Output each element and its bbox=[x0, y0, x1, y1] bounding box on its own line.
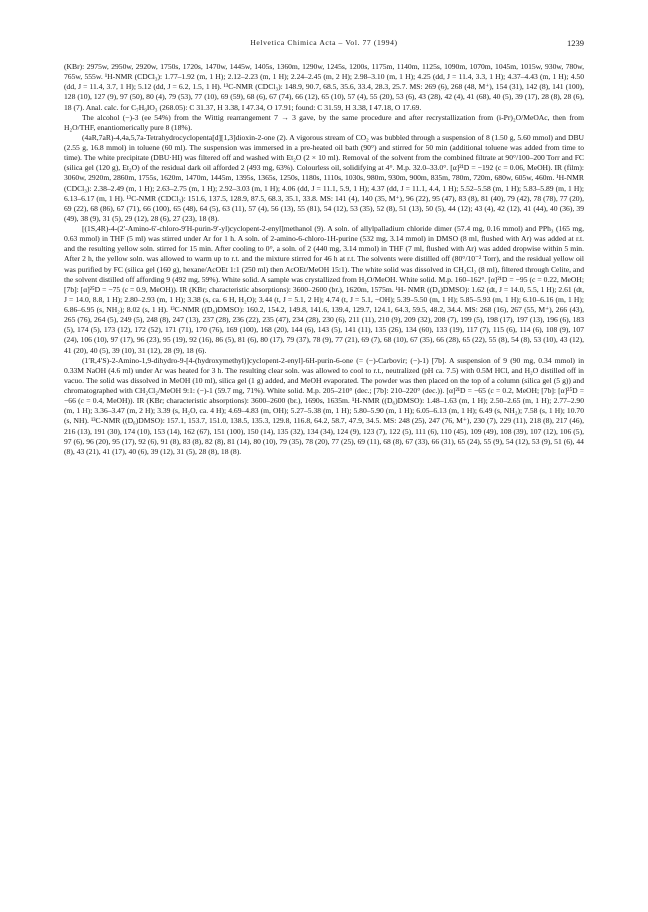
text-line: mg, 63%). Colourless oil, solidifying at 4°. M.p. 32.0–33.0°. [α]²¹D = −192 (c = 0.06, MeOH). IR (film): 3060w, bbox=[64, 163, 584, 183]
text-line: (12), 65 (10), 57 (4), 55 (20), 53 (6), 43 (28), 42 (4), 41 (68), 40 (5), 39 (17), 28 (8), 28 (6), 18 (7). Anal. calc. for bbox=[64, 92, 584, 112]
text-line: purified by FC (silica gel (160 g), hexane/AcOEt 1:1 (250 ml) then AcOEt/MeOH 15:1). The white solid was bbox=[77, 264, 413, 274]
text-line: 6.86–6.95 (s, NH₂); 8.02 (s, 1 H). ¹³C-NMR ((D₆)DMSO): 160.2, 154.2, 149.8, 141.6, 139.4, 129.7, 124.1, 64.3, 59.5, bbox=[64, 305, 428, 314]
text-line: H₂O); 3.44 (t, J = 5.1, 2 H); 4.74 (t, J = 5.1, −OH); 5.39–5.50 (m, 1 H); 5.85–5.93 (m, 1 H); 6.10–6.16 (m, 1 H); bbox=[238, 294, 584, 304]
text-line: 18 (8). bbox=[198, 213, 220, 223]
text-line: NMR ((D₆)DMSO): 1.62 (dt, J = 14.0, 5.5, 1 H); 2.61 (dt, J = 14.0, 8.8, 1 H); 2.80–2.93 (m, 1 H); 3.38 (s, ca. 6 H, bbox=[64, 284, 585, 304]
text-line: soln. of 2-amino-6-chloro-1H-purine (532 mg, 3.14 mmol) in DMSO (8 ml, flushed with Ar) was added at r.t. and bbox=[64, 234, 584, 254]
text-line: (c = 0.4, MeOH)). IR (KBr; characteristic absorptions): 3600–2600 (br.), 1690s, 1635m. ¹H-NMR ((D₆)DMSO): bbox=[78, 396, 425, 406]
text-line: the resulting yellow soln. stirred for 15 min. After cooling to 0°, a soln. of 2 (440 mg, 3.14 mmol) in THF (7 ml, bbox=[77, 244, 424, 254]
text-line: (1′R,4′S)-2-Amino-1,9-dihydro-9-[4-(hydroxymethyl)]cyclopent-2-enyl]-6H-purin-6-one (= (−)-Carbovir; bbox=[82, 355, 408, 365]
text-line: immersed in a pre-heated oil bath (90°) and stirred for 50 min (additional toluene was added from time to time). bbox=[64, 143, 584, 163]
text-line: dissolved in CH₂Cl₂ (8 ml), filtered through Celite, and the solvent distilled off affording 9 (492 mg, 59%). White bbox=[64, 264, 584, 284]
text-line: (KBr): 2975w, 2950w, 2920w, 1750s, 1720s, 1470w, 1445w, 1405s, 1360m, 1290w, 1245s, 1200s, 1175m, 1140m, bbox=[64, 62, 420, 71]
text-line: (47), 234 (28), 230 (6), 211 (11), 210 (9), 209 (32), 208 (7), 199 (5), 198 (17), 197 (13), 196 (6), 183 (5), 174 (5), 173 (12), bbox=[64, 315, 585, 335]
paragraph bbox=[64, 62, 584, 113]
text-line: the combined filtrate at 90°/100–200 Torr and FC (silica gel (120 g), Et₂O) of the residual dark oil afforded 2 (493 bbox=[64, 153, 584, 173]
text-line: solid. A sample was crystallized from H₂O/MeOH. White solid. M.p. 160–162°. [α]²¹D = −95 (c = 0.22, MeOH; bbox=[242, 274, 584, 284]
text-line: ¹³C-NMR (CDCl₃): 151.6, 137.5, 128.9, 87.5, 68.3, 35.1, 33.8. MS: 141 (4), 140 (35, M⁺), 96 (22), 95 (47), 83 (8), 81 bbox=[126, 193, 489, 203]
paragraph bbox=[64, 113, 584, 133]
text-line: chloride dimer (57.4 mg, 0.16 mmol) and PPh₃ (165 mg, 0.63 mmol) in THF (5 ml) was stirred under Ar for 1 h. A bbox=[64, 224, 584, 244]
article-body bbox=[64, 62, 584, 457]
text-line: 3.7, 1 H); 5.12 (dd, J = 6.2, 1.5, 1 H). ¹³C-NMR (CDCl₃): 148.9, 90.7, 68.5, 35.6, 33.4, 28.3, 25.7. MS: 269 (6), 268 bbox=[106, 82, 463, 92]
text-line: 134 (34), 124 (9), 123 (7), 122 (5), 111 (6), 110 (45), 109 (49), 108 (39), 107 (12), 106 (5), 97 (6), 96 (20), 95 (17), 92 (6), bbox=[64, 426, 584, 446]
text-line: 48.2, 34.4. MS: 268 (16), 267 (55, M⁺), 266 (43), 265 (76), 264 (5), 249 (5), 248 (8), 247 (13), 237 (28), 236 (22), 235 bbox=[64, 305, 584, 325]
running-header bbox=[64, 38, 584, 52]
text-line: (m, 1 H); 2.24–2.45 (m, 2 H); 2.98–3.10 (m, 1 H); 4.25 (dd, J = 11.4, 3.3, 1 H); 4.37–4.43 (m, 1 H); 4.50 (dd, J = 11.4, bbox=[64, 72, 584, 92]
text-line: (dd, J = 11.1, 5.9, 1 H); 4.37 (dd, J = 11.1, 4.4, 1 H); 5.52–5.58 (m, 1 H); 5.83–5.89 (m, 1 H); 6.13–6.17 (m, 1 H). bbox=[64, 183, 584, 203]
page-number: 1239 bbox=[567, 38, 584, 48]
text-line: ¹³C-NMR ((D₆)DMSO): 157.1, 153.7, 151.0, 138.5, 135.3, 129.8, 116.8, 64.2, 58.7, 47.9, 34.5. MS: 248 (25), 247 (76, bbox=[90, 416, 455, 426]
text-line: the mixture stirred for 46 h at r.t. The solvents were distilled off (80°/10⁻² Torr), and the residual yellow oil was bbox=[64, 254, 584, 274]
text-line: The white precipitate (DBU·HI) was filtered off and washed with Et₂O (2 × 10 ml). Removal of the solvent from bbox=[83, 153, 431, 163]
text-line: 71%). White solid. M.p. 205–210° (dec.; [7b]: 210–220° (dec.)). [α]²¹D = −65 (c = 0.2, MeOH; [7b]: [α]²⁵D = −66 bbox=[64, 386, 584, 406]
text-line: (48, M⁺), 154 (31), 142 (8), 141 (100), 128 (10), 127 (9), 97 (50), 80 (4), 79 (53), 77 (10), 69 (59), 68 (6), 67 (74), 66 bbox=[64, 82, 584, 102]
text-line: flushed with Ar) was added dropwise within 5 min. After 2 h, the yellow soln. was allowed to warm up to r.t. and bbox=[64, 244, 584, 264]
text-line: [(1S,4R)-4-(2′-Amino-6′-chloro-9′H-purin-9′-yl)cyclopent-2-enyl]methanol (9). A soln. of allylpalladium bbox=[82, 224, 405, 233]
text-line: (−)-1) [7b]. A suspension of 9 (90 mg, 0.34 mmol) in 0.33M NaOH (4.6 ml) under Ar was heated for 3 h. The bbox=[64, 355, 585, 375]
text-line: then placed on the top of a column (silica gel (5 g)) and chromatographed with CH₂Cl₂/MeOH 9:1: (−)-1 (59.7 mg, bbox=[64, 375, 584, 395]
paragraph bbox=[64, 356, 584, 457]
text-line: 91 (8), 83 (8), 82 (8), 81 (14), 80 (10), 79 (35), 78 (20), 77 (25), 69 (11), 68 (8), 67 (33), 66 (31), 65 (24), 55 (9), 54 (12), bbox=[160, 436, 530, 446]
text-line: M⁺), 230 (7), 229 (11), 218 (8), 217 (46), 216 (13), 191 (30), 174 (10), 153 (14), 162 (67), 151 (100), 150 (14), 135 (32), bbox=[64, 416, 584, 436]
text-line: The alcohol (−)-3 (ee 54%) from the Wittig rearrangement 7 → 3 gave, by the same procedure and after bbox=[82, 112, 423, 122]
text-line: vacuo. The solid was dissolved in MeOH (10 ml), silica gel (1 g) added, and MeOH evaporated. The powder was bbox=[64, 375, 412, 385]
text-line: 1125s, 1090m, 1070m, 1045m, 1015w, 930w, 780w, 765w, 555w. ¹H-NMR (CDCl₃): 1.77–1.92 (m, 1 H); 2.12–2.23 bbox=[64, 62, 584, 82]
text-line: 53 (35), 52 (8), 51 (13), 50 (5), 44 (12); 43 (4), 42 (12), 41 (44), 40 (36), 39 (49), 38 (9), 31 (5), 29 (12), 28 (6), 27 (23), bbox=[64, 203, 584, 223]
text-line: resulting clear soln. was allowed to cool to r.t., neutralized (pH ca. 7.5) with 0.5M HCl, and H₂O distilled off in bbox=[239, 365, 584, 375]
text-line: 780m, 720m, 680w, 605w, 460m. ¹H-NMR (CDCl₃): 2.38–2.49 (m, 1 H); 2.63–2.75 (m, 1 H); 2.92–3.03 (m, 1 H); 4.06 bbox=[64, 173, 584, 193]
text-line: C₇H₉IO₃ (268.05): C 31.37, H 3.38, I 47.34, O 17.91; found: C 31.59, H 3.38, I 47.18, O 17.69. bbox=[131, 102, 422, 112]
text-line: 114 (6), 108 (9), 107 (24), 106 (10), 97 (17), 96 (23), 95 (19), 92 (16), 86 (5), 81 (6), 80 (17), 79 (37), 78 (9), 77 (21), 69 bbox=[64, 325, 584, 345]
journal-title: Helvetica Chimica Acta – Vol. 77 (1994) bbox=[250, 38, 398, 47]
text-line: OH); 5.27–5.38 (m, 1 H); 5.80–5.90 (m, 1 H); 6.05–6.13 (m, 1 H); 6.49 (s, NH₂); 7.58 (s, 1 H); 10.70 (s, NH). bbox=[64, 406, 584, 426]
text-line: (40), 79 (42), 78 (78), 77 (20), 69 (22), 68 (86), 67 (71), 66 (100), 65 (48), 64 (5), 63 (11), 57 (4), 56 (13), 55 (81), 54 (12), bbox=[64, 193, 584, 213]
text-line: through a suspension of 8 (1.50 g, 5.60 mmol) and DBU (2.55 g, 16.8 mmol) in toluene (60 ml). The suspension was bbox=[64, 132, 585, 152]
paragraph bbox=[64, 224, 584, 356]
text-line: (4aR,7aR)-4,4a,5,7a-Tetrahydrocyclopenta[d][1,3]dioxin-2-one (2). A vigorous stream of CO₂ was bubbled bbox=[82, 132, 410, 142]
text-line: 1.48–1.63 (m, 1 H); 2.50–2.65 (m, 1 H); 2.77–2.90 (m, 1 H); 3.36–3.47 (m, 2 H); 3.39 (s, H₂O, ca. 4 H); 4.69–4.83 (m, bbox=[64, 396, 584, 416]
text-line: 53 (9), 51 (6), 44 (8), 43 (21), 41 (17), 40 (6), 39 (12), 31 (5), 28 (8), 18 (8). bbox=[64, 436, 584, 456]
text-line: [7b]: [α]²⁵D = −75 (c = 0.9, MeOH)). IR (KBr; characteristic absorptions): 3600–2600 (br.), 1620m, 1575m. ¹H- bbox=[64, 284, 406, 294]
text-line: (7), 68 (10), 67 (35), 66 (28), 65 (22), 55 (8), 54 (8), 53 (10), 43 (12), 41 (20), 40 (5), 39 (10), 31 (12), 28 (9), 18 (6). bbox=[64, 335, 585, 355]
text-line: 172 (52), 171 (71), 170 (76), 169 (100), 168 (20), 144 (6), 143 (5), 141 (11), 135 (26), 134 (60), 133 (19), 117 (7), 115 (6), bbox=[134, 325, 518, 335]
text-line: 2920m, 2860m, 1755s, 1620m, 1470m, 1445m, 1395s, 1365s, 1250s, 1180s, 1110s, 1030s, 980m, 930m, 900m, 835m, bbox=[88, 173, 450, 183]
text-line: recrystallization from (i-Pr)₂O/MeOAc, then from H₂O/THF, enantiomerically pure 8 (18%). bbox=[64, 112, 584, 132]
paragraph bbox=[64, 133, 584, 224]
